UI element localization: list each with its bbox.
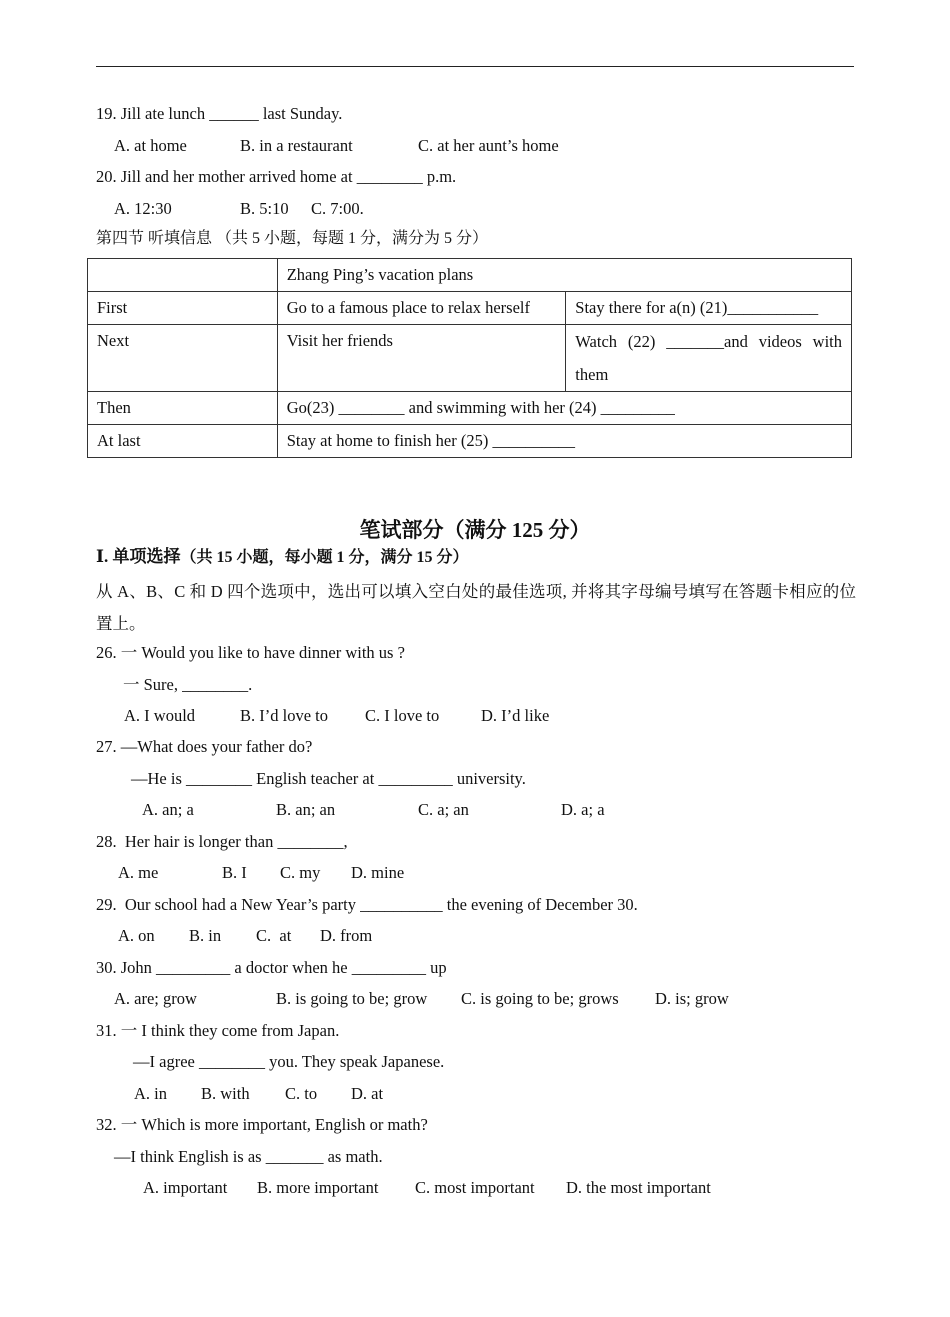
written-part-title: 笔试部分（满分 125 分）	[359, 518, 591, 542]
section-4-title: 第四节 听填信息 （共 5 小题，每题 1 分，满分为 5 分）	[96, 230, 489, 247]
question-26: 26. 一 Would you like to have dinner with us ?	[96, 643, 405, 662]
q32-option-a: A. important	[143, 1178, 228, 1197]
q20-option-c: C. 7:00.	[311, 199, 364, 218]
q29-option-a: A. on	[118, 926, 155, 945]
q32-option-b: B. more important	[257, 1178, 379, 1197]
q31-option-c: C. to	[285, 1084, 318, 1103]
question-32: 32. 一 Which is more important, English or math?	[96, 1115, 428, 1134]
q26-option-c: C. I love to	[365, 706, 440, 725]
q31-option-b: B. with	[201, 1084, 250, 1103]
table-cell: Watch (22) _______and videos with them	[566, 325, 852, 392]
table-header: Zhang Ping’s vacation plans	[277, 259, 851, 292]
q29-option-c: C. at	[256, 926, 292, 945]
row-label: Then	[88, 392, 278, 425]
q30-option-b: B. is going to be; grow	[276, 989, 428, 1008]
question-28: 28. Her hair is longer than ________,	[96, 832, 348, 851]
table-cell: Visit her friends	[277, 325, 566, 392]
question-29: 29. Our school had a New Year’s party __________ the evening of December 30.	[96, 895, 638, 914]
part-1-note: （共 15 小题，每小题 1 分，满分 15 分）	[180, 549, 469, 566]
q27-option-b: B. an; an	[276, 800, 336, 819]
q29-option-d: D. from	[320, 926, 373, 945]
table-cell: Stay at home to finish her (25) __________	[277, 425, 851, 458]
q27-option-d: D. a; a	[561, 800, 605, 819]
q28-option-c: C. my	[280, 863, 321, 882]
q31-option-a: A. in	[134, 1084, 167, 1103]
q32-option-d: D. the most important	[566, 1178, 711, 1197]
q28-option-a: A. me	[118, 863, 159, 882]
q28-option-d: D. mine	[351, 863, 405, 882]
q30-option-c: C. is going to be; grows	[461, 989, 619, 1008]
table-cell: Stay there for a(n) (21)___________	[566, 292, 852, 325]
q20-option-a: A. 12:30	[114, 199, 172, 218]
q19-option-b: B. in a restaurant	[240, 136, 353, 155]
question-27-response: —He is ________ English teacher at _________ university.	[131, 769, 526, 788]
question-31: 31. 一 I think they come from Japan.	[96, 1021, 340, 1040]
row-label: At last	[88, 425, 278, 458]
question-19: 19. Jill ate lunch ______ last Sunday.	[96, 104, 343, 123]
q32-option-c: C. most important	[415, 1178, 535, 1197]
q30-option-a: A. are; grow	[114, 989, 197, 1008]
q26-option-b: B. I’d love to	[240, 706, 328, 725]
q27-option-a: A. an; a	[142, 800, 194, 819]
vacation-plans-table	[87, 258, 852, 458]
q26-option-d: D. I’d like	[481, 706, 550, 725]
question-32-response: —I think English is as _______ as math.	[114, 1147, 383, 1166]
table-cell: Go(23) ________ and swimming with her (24) _________	[277, 392, 851, 425]
q30-option-d: D. is; grow	[655, 989, 729, 1008]
table-row	[88, 392, 852, 425]
question-27: 27. —What does your father do?	[96, 737, 313, 756]
table-row	[88, 425, 852, 458]
question-20: 20. Jill and her mother arrived home at ________ p.m.	[96, 167, 457, 186]
q29-option-b: B. in	[189, 926, 222, 945]
q28-option-b: B. I	[222, 863, 247, 882]
table-row	[88, 325, 852, 392]
question-31-response: —I agree ________ you. They speak Japanese.	[133, 1052, 445, 1071]
question-26-response: 一 Sure, ________.	[123, 675, 253, 694]
q26-option-a: A. I would	[124, 706, 196, 725]
q31-option-d: D. at	[351, 1084, 384, 1103]
part-1-heading	[96, 546, 468, 569]
row-label: Next	[88, 325, 278, 392]
row-label: First	[88, 292, 278, 325]
q20-option-b: B. 5:10	[240, 199, 289, 218]
instructions: 从 A、B、C 和 D 四个选项中，选出可以填入空白处的最佳选项, 并将其字母编号填写在答题卡相应的位置上。	[96, 582, 856, 633]
part-1-label: Ⅰ. 单项选择	[96, 547, 181, 566]
q27-option-c: C. a; an	[418, 800, 469, 819]
q19-option-c: C. at her aunt’s home	[418, 136, 559, 155]
q19-option-a: A. at home	[114, 136, 187, 155]
header-rule	[96, 66, 854, 67]
table-cell: Go to a famous place to relax herself	[277, 292, 566, 325]
table-row	[88, 259, 852, 292]
table-row	[88, 292, 852, 325]
table-cell	[88, 259, 278, 292]
question-30: 30. John _________ a doctor when he _________ up	[96, 958, 447, 977]
